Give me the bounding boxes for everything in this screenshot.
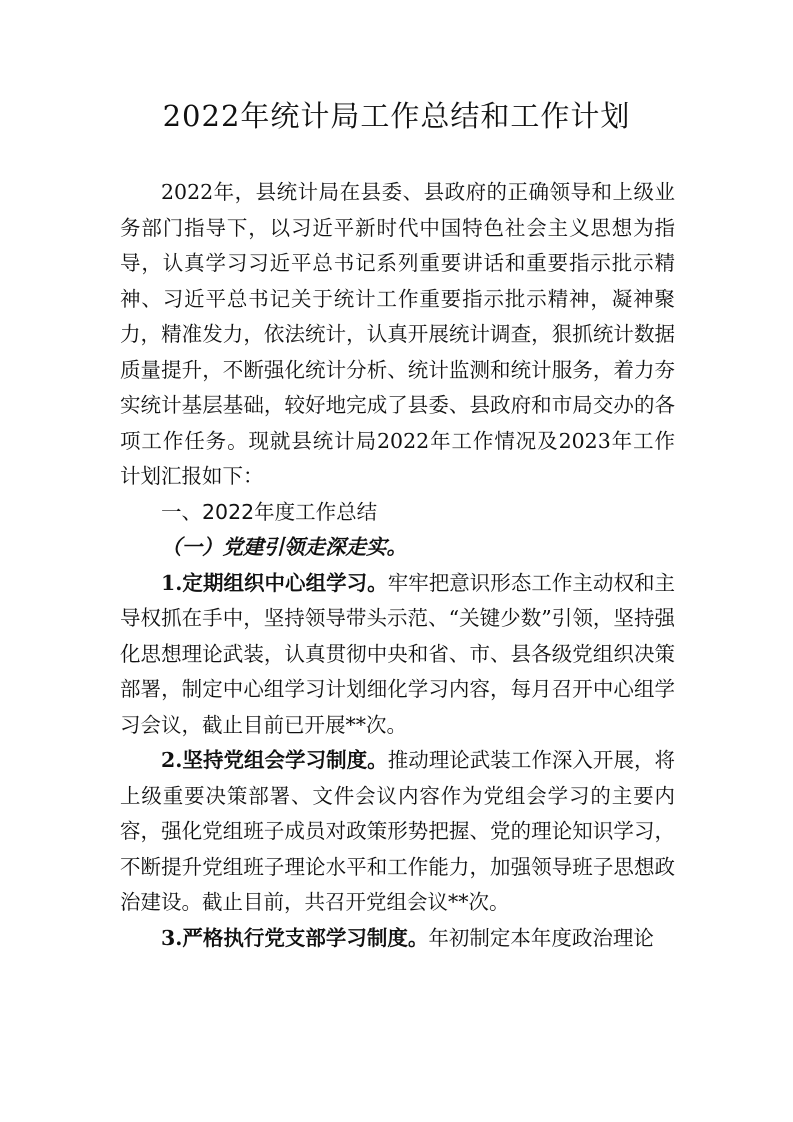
item-paragraph-3 [120, 921, 675, 957]
item-heading-3: 3.严格执行党支部学习制度。 [161, 925, 429, 950]
item-paragraph-1 [120, 566, 675, 744]
item-paragraph-2 [120, 743, 675, 921]
subsection-heading: （一）党建引领走深走实。 [161, 535, 407, 559]
item-text-1: 牢牢把意识形态工作主动权和主导权抓在手中，坚持领导带头示范、“关键少数”引领，坚持强化思想理论武装，认真贯彻中央和省、市、县各级党组织决策部署，制定中心组学习计划细化学习内容，每月召开中心组学习会议，截止目前已开展**次。 [120, 570, 676, 737]
document-title: 2022年统计局工作总结和工作计划 [162, 99, 631, 133]
document-body [120, 175, 675, 956]
section-heading: 一、2022年度工作总结 [161, 499, 378, 524]
item-text-3: 年初制定本年度政治理论 [428, 925, 654, 950]
intro-paragraph: 2022年，县统计局在县委、县政府的正确领导和上级业务部门指导下，以习近平新时代中国特色社会主义思想为指导，认真学习习近平总书记系列重要讲话和重要指示批示精神、习近平总书记关于统计工作重要指示批示精神，凝神聚力，精准发力，依法统计，认真开展统计调查，狠抓统计数据质量提升，不断强化统计分析、统计监测和统计服务，着力夯实统计基层基础，较好地完成了县委、县政府和市局交办的各项工作任务。现就县统计局2022年工作情况及2023年工作计划汇报如下： [120, 180, 675, 488]
item-heading-1: 1.定期组织中心组学习。 [161, 570, 388, 595]
item-text-2: 推动理论武装工作深入开展，将上级重要决策部署、文件会议内容作为党组会学习的主要内容，强化党组班子成员对政策形势把握、党的理论知识学习，不断提升党组班子理论水平和工作能力，加强领导班子思想政治建设。截止目前，共召开党组会议**次。 [120, 748, 676, 914]
item-heading-2: 2.坚持党组会学习制度。 [161, 748, 388, 772]
